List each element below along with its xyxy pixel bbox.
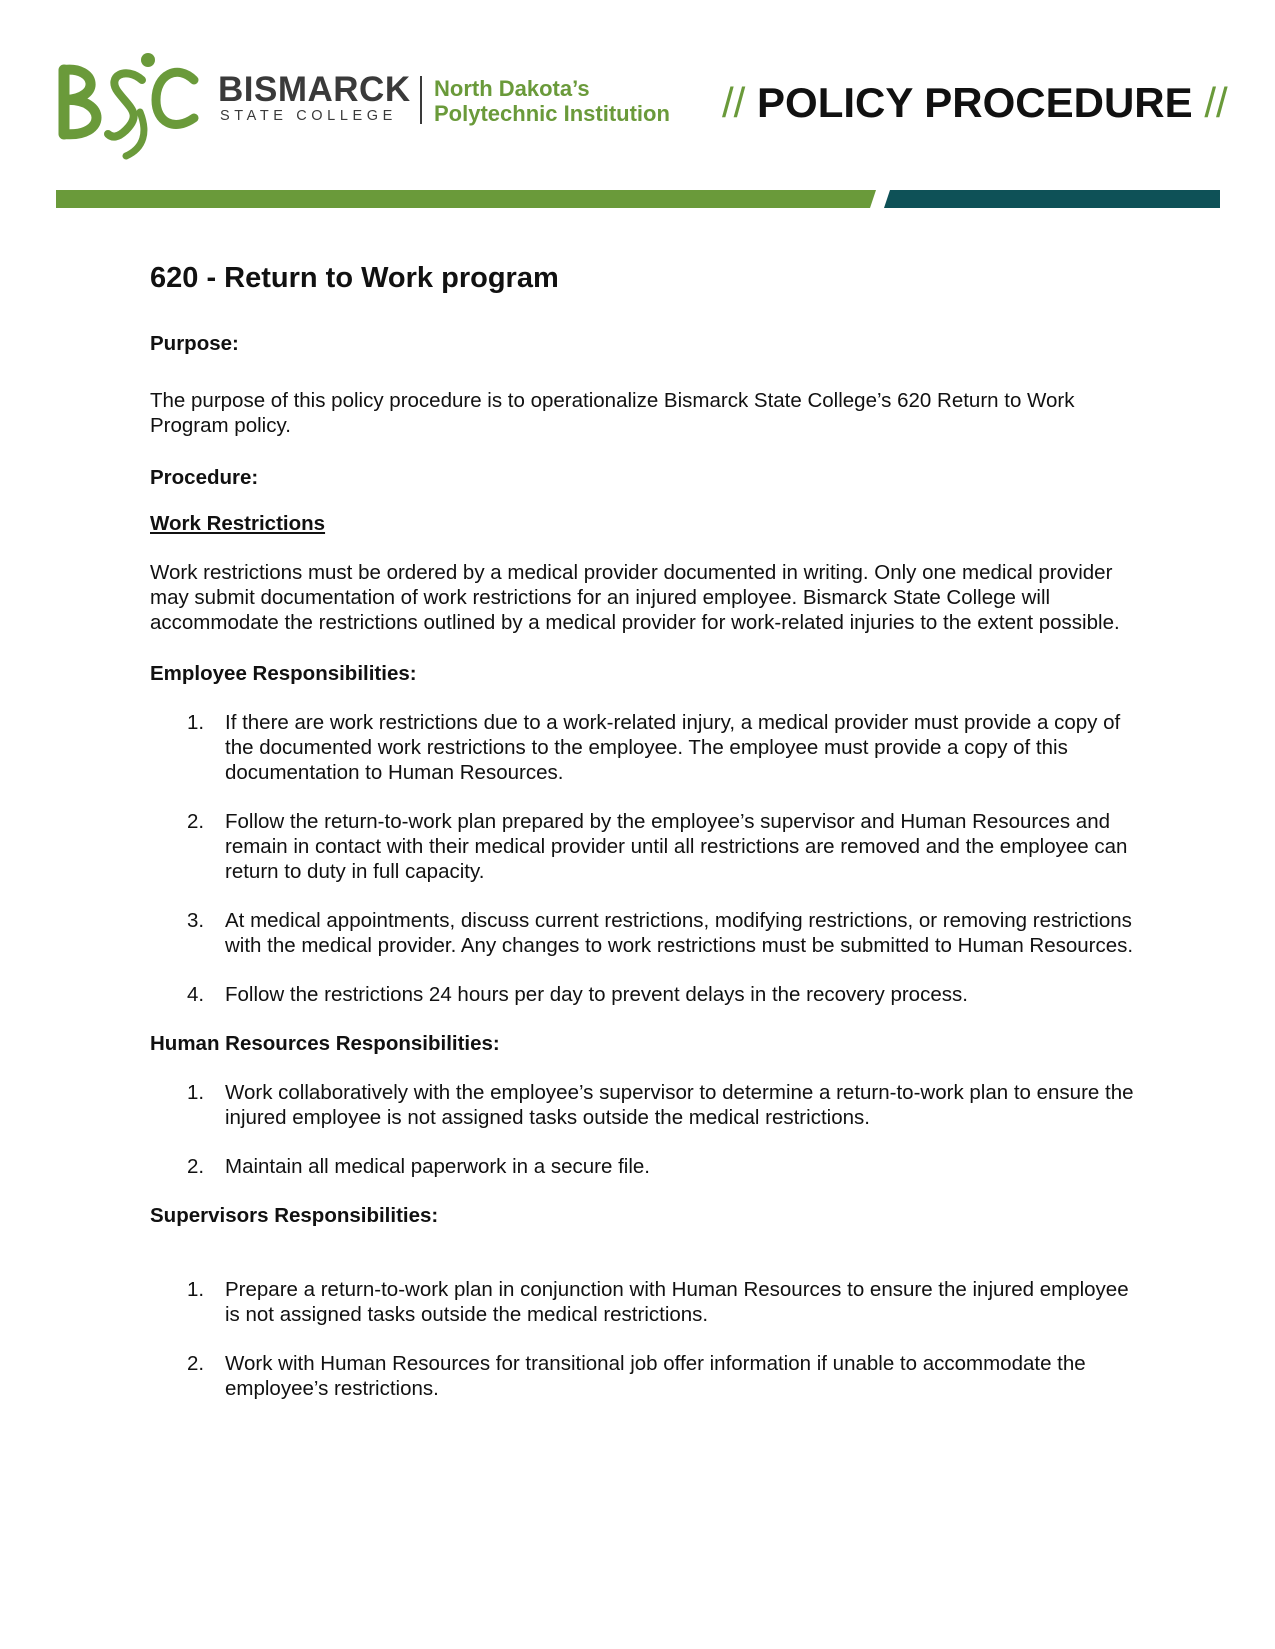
list-item-number: 1. — [187, 711, 205, 734]
list-item-number: 4. — [187, 983, 205, 1006]
slash-left: // — [722, 79, 746, 126]
tagline-line1: North Dakota’s — [434, 76, 590, 101]
list-item-text: At medical appointments, discuss current restrictions, modifying restrictions, or removing restrictions with the medical provider. Any changes to work restrictions must be submitted to Human Resources. — [225, 909, 1134, 957]
list-item — [150, 1154, 1140, 1179]
policy-title-text: POLICY PROCEDURE — [757, 79, 1193, 126]
list-item-number: 2. — [187, 1155, 205, 1178]
list-item-number: 2. — [187, 810, 205, 833]
hr-responsibilities-list — [150, 1080, 1140, 1179]
tagline-line2: Polytechnic Institution — [434, 101, 670, 126]
work-restrictions-text: Work restrictions must be ordered by a medical provider documented in writing. Only one medical provider may submit documentation of work restrictions for an injured employee. Bismarck State College will accommodate the restrictions outlined by a medical provider for work-related injuries to the extent possible. — [150, 561, 1120, 634]
hr-responsibilities-heading: Human Resources Responsibilities: — [150, 1032, 500, 1055]
document-title: 620 - Return to Work program — [150, 262, 559, 294]
list-item-text: Work with Human Resources for transitional job offer information if unable to accommodate the employee’s restrictions. — [225, 1352, 1086, 1400]
document-body — [150, 258, 1140, 1425]
policy-procedure-title — [722, 79, 1228, 126]
list-item-number: 3. — [187, 909, 205, 932]
employee-responsibilities-list — [150, 710, 1140, 1007]
list-item — [150, 809, 1140, 884]
slash-right: // — [1204, 79, 1228, 126]
brand-subtitle: STATE COLLEGE — [220, 108, 397, 124]
list-item-text: Maintain all medical paperwork in a secure file. — [225, 1155, 651, 1178]
supervisor-responsibilities-list — [150, 1277, 1140, 1401]
list-item-text: Prepare a return-to-work plan in conjunction with Human Resources to ensure the injured employee is not assigned tasks outside the medical restrictions. — [225, 1278, 1129, 1326]
list-item-text: Follow the restrictions 24 hours per day to prevent delays in the recovery process. — [225, 983, 968, 1006]
procedure-heading: Procedure: — [150, 466, 259, 489]
list-item-number: 1. — [187, 1081, 205, 1104]
supervisor-responsibilities-heading: Supervisors Responsibilities: — [150, 1204, 439, 1227]
list-item-number: 1. — [187, 1278, 205, 1301]
list-item-number: 2. — [187, 1352, 205, 1375]
list-item-text: Work collaboratively with the employee’s supervisor to determine a return-to-work plan to ensure the injured employee is not assigned tasks outside the medical restrictions. — [225, 1081, 1134, 1129]
list-item — [150, 982, 1140, 1007]
brand-name: BISMARCK — [218, 70, 411, 109]
list-item — [150, 710, 1140, 785]
list-item — [150, 1277, 1140, 1327]
bsc-logo-icon — [56, 52, 206, 162]
header-color-band — [56, 190, 1220, 208]
list-item — [150, 1351, 1140, 1401]
list-item — [150, 908, 1140, 958]
employee-responsibilities-heading: Employee Responsibilities: — [150, 662, 417, 685]
purpose-heading: Purpose: — [150, 332, 239, 355]
purpose-text: The purpose of this policy procedure is to operationalize Bismarck State College’s 620 Return to Work Program policy. — [150, 389, 1075, 437]
work-restrictions-heading: Work Restrictions — [150, 512, 326, 535]
list-item — [150, 1080, 1140, 1130]
tagline — [434, 76, 670, 126]
list-item-text: If there are work restrictions due to a work-related injury, a medical provider must provide a copy of the documented work restrictions to the employee. The employee must provide a copy of this documentation to Human Resources. — [225, 711, 1121, 784]
list-item-text: Follow the return-to-work plan prepared by the employee’s supervisor and Human Resources and remain in contact with their medical provider until all restrictions are removed and the employee can return to duty in full capacity. — [225, 810, 1128, 883]
brand-divider — [420, 76, 422, 124]
